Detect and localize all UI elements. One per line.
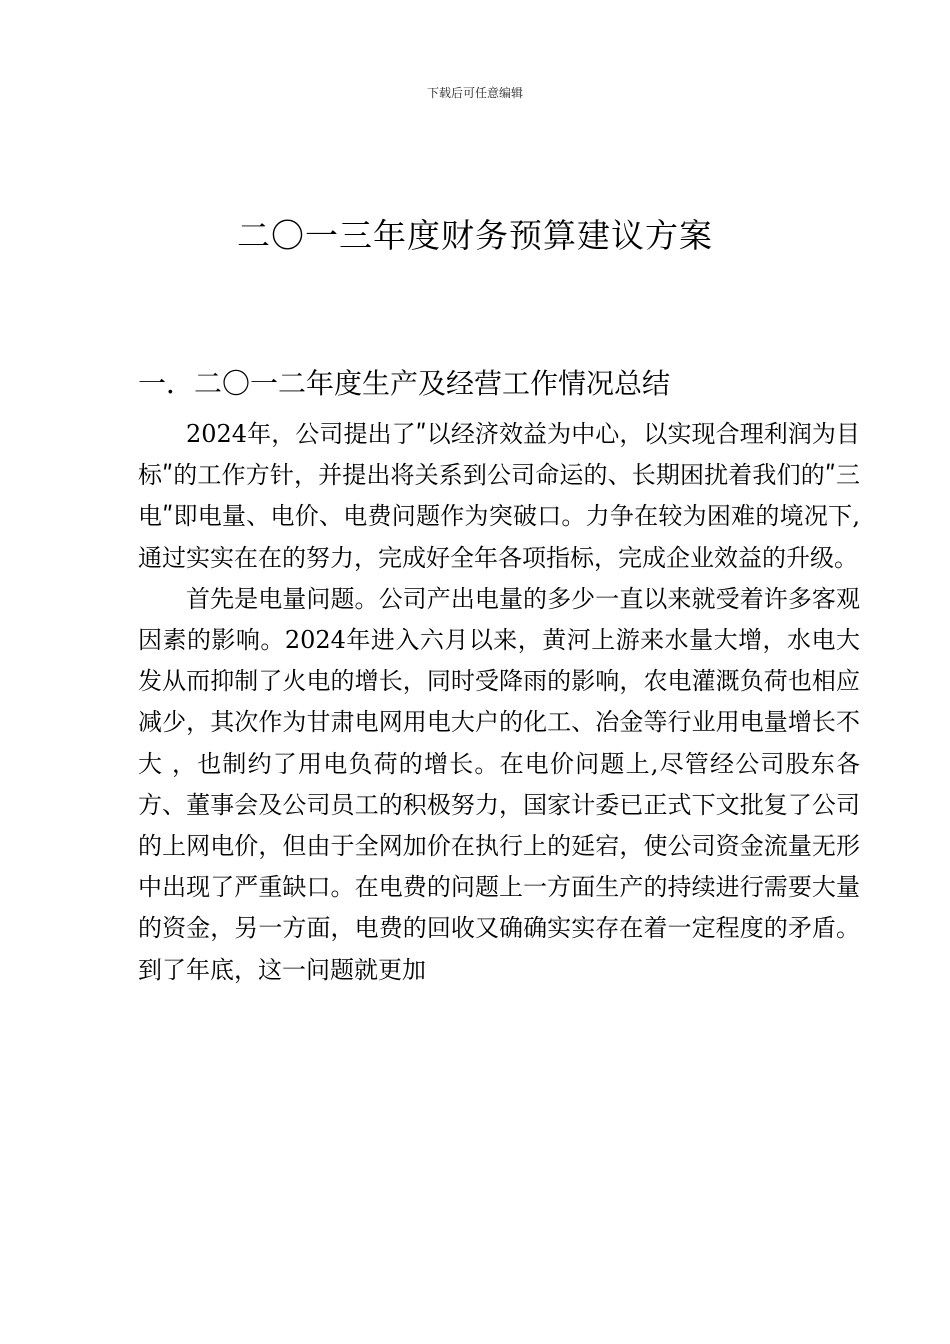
body-text	[138, 414, 860, 991]
document-title: 二〇一三年度财务预算建议方案	[237, 216, 713, 255]
header-note: 下载后可任意编辑	[426, 86, 523, 100]
paragraph-2: 首先是电量问题。公司产出电量的多少一直以来就受着许多客观因素的影响。2024年进入六月以来，黄河上游来水量大增，水电大发从而抑制了火电的增长，同时受降雨的影响，农电灌溉负荷也相应减少，其次作为甘肃电网用电大户的化工、冶金等行业用电量增长不大 ，也制约了用电负荷的增长。在电价问题上,尽管经公司股东各方、董事会及公司员工的积极努力，国家计委已正式下文批复了公司的上网电价，但由于全网加价在执行上的延宕，使公司资金流量无形中出现了严重缺口。在电费的问题上一方面生产的持续进行需要大量的资金，另一方面，电费的回收又确确实实存在着一定程度的矛盾。到了年底，这一问题就更加	[138, 584, 860, 984]
section-heading: 一．二〇一二年度生产及经营工作情况总结	[138, 367, 671, 400]
paragraph-1: 2024年，公司提出了ʺ以经济效益为中心，以实现合理利润为目标ʺ的工作方针，并提出将关系到公司命运的、长期困扰着我们的ʺ三电ʺ即电量、电价、电费问题作为突破口。力争在较为困难的境况下,通过实实在在的努力，完成好全年各项指标，完成企业效益的升级。	[138, 420, 860, 572]
